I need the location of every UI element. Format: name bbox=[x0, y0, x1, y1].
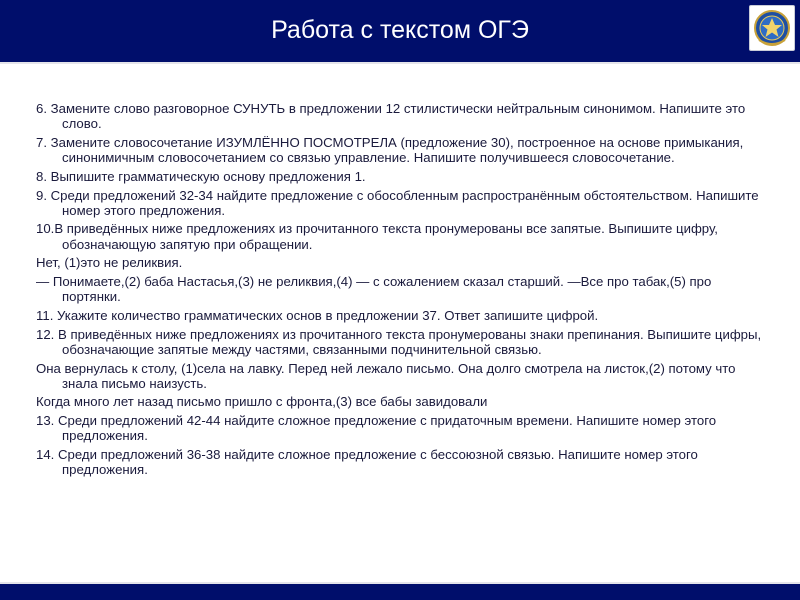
task-10: 10.В приведённых ниже предложениях из прочитанного текста пронумерованы все запятые. Выпишите цифру, обозначающую запятую при обращении. bbox=[36, 221, 718, 252]
task-14: 14. Среди предложений 36-38 найдите сложное предложение с бессоюзной связью. Напишите номер этого предложения. bbox=[36, 447, 698, 478]
emblem-icon-graphic bbox=[750, 6, 794, 50]
slide-title: Работа с текстом ОГЭ bbox=[271, 16, 529, 44]
task-11: 11. Укажите количество грамматических основ в предложении 37. Ответ запишите цифрой. bbox=[36, 307, 599, 323]
task-12: 12. В приведённых ниже предложениях из прочитанного текста пронумерованы знаки препинания. Выпишите цифры, обозначающие запятые между частями, связанными подчинительной связью. bbox=[36, 326, 762, 357]
task-8: 8. Выпишите грамматическую основу предложения 1. bbox=[36, 168, 366, 184]
task-9: 9. Среди предложений 32-34 найдите предложение с обособленным распространённым обстоятельством. Напишите номер этого предложения. bbox=[36, 187, 759, 218]
task-13: 13. Среди предложений 42-44 найдите сложное предложение с придаточным времени. Напишите номер этого предложения. bbox=[36, 413, 717, 444]
task-12-excerpt-1: Она вернулась к столу, (1)села на лавку. Перед ней лежало письмо. Она долго смотрела на листок,(2) потому что знала письмо наизусть. bbox=[36, 360, 736, 391]
header-divider bbox=[0, 62, 800, 64]
emblem-icon bbox=[749, 5, 795, 51]
task-7: 7. Замените словосочетание ИЗУМЛЁННО ПОСМОТРЕЛА (предложение 30), построенное на основе примыкания, синонимичным словосочетанием со связью управление. Напишите получившееся словосочетание. bbox=[36, 134, 744, 166]
footer-bar bbox=[0, 584, 800, 600]
task-10-excerpt-2: — Понимаете,(2) баба Настасья,(3) не реликвия,(4) — с сожалением сказал старший. —Все про табак,(5) про портянки. bbox=[36, 274, 712, 305]
task-12-excerpt-2: Когда много лет назад письмо пришло с фронта,(3) все бабы завидовали bbox=[36, 394, 488, 410]
task-list bbox=[36, 101, 770, 481]
task-10-excerpt-1: Нет, (1)это не реликвия. bbox=[36, 255, 183, 271]
task-6: 6. Замените слово разговорное СУНУТЬ в предложении 12 стилистически нейтральным синонимом. Напишите это слово. bbox=[36, 101, 746, 132]
